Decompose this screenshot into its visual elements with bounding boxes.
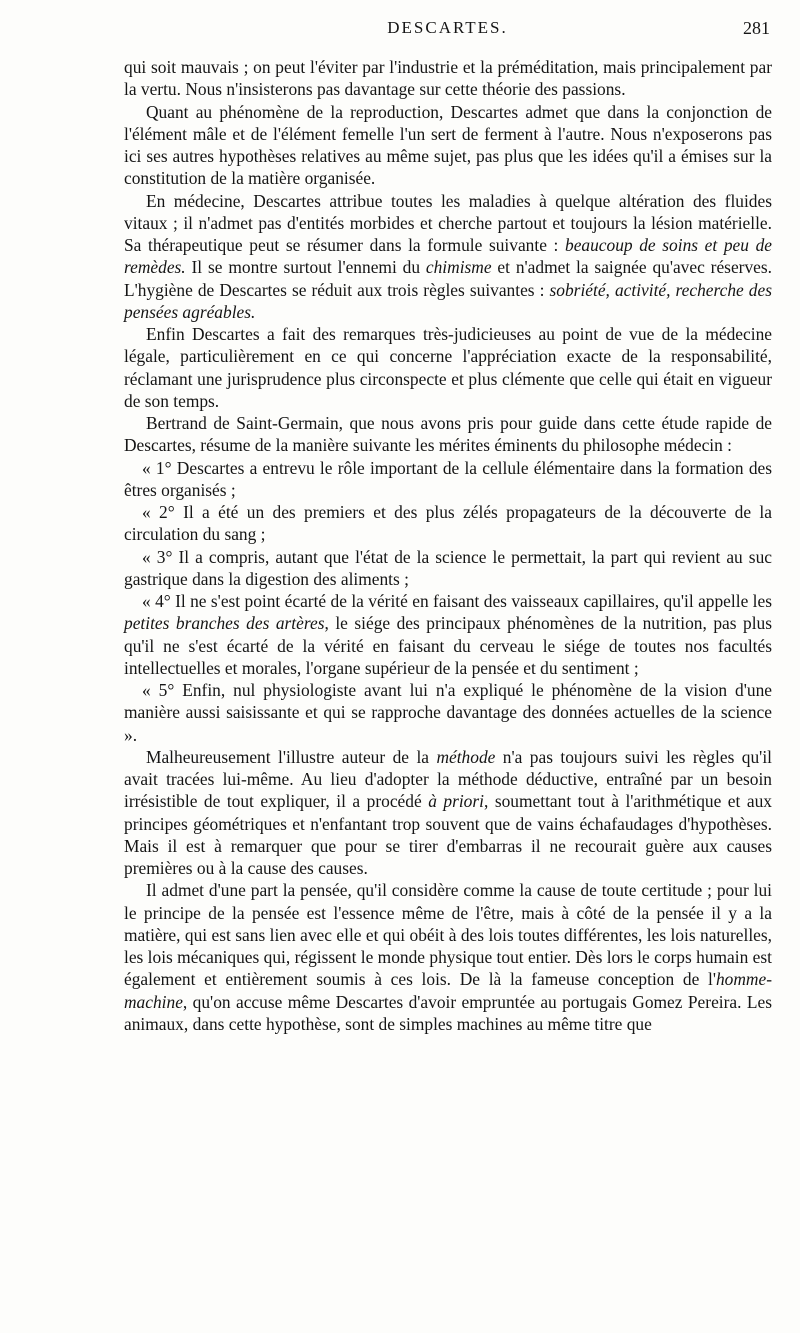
text-run: En médecine, Descartes attribue toutes les maladies à quelque altération des fluides vitaux ; il n'admet pas d'entités morbides et cherche partout et toujours la lésion matérielle. Sa thérapeutique peut se résumer dans la formule suivante : [124, 190, 772, 255]
page-number: 281 [743, 18, 770, 38]
body-text [124, 56, 772, 1035]
text-run: Il se montre surtout l'ennemi du [185, 257, 426, 278]
text-run: Quant au phénomène de la reproduction, Descartes admet que dans la conjonction de l'élément mâle et de l'élément femelle l'un sert de ferment à l'autre. Nous n'exposerons pas ici ses autres hypothèses relatives au même sujet, pas plus que les idées qu'il a émises sur la constitution de la matière organisée. [124, 101, 772, 189]
italic-phrase: beaucoup de soins et peu de remèdes. [124, 235, 772, 278]
italic-phrase: petites branches des artères [124, 613, 325, 634]
text-run: « 1° Descartes a entrevu le rôle important de la cellule élémentaire dans la formation des êtres organisés ; [124, 457, 772, 500]
text-run: « 5° Enfin, nul physiologiste avant lui n'a expliqué le phénomène de la vision d'une manière aussi saisissante et qui se rapproche davantage des données actuelles de la science ». [124, 680, 772, 745]
text-run: qui soit mauvais ; on peut l'éviter par l'industrie et la préméditation, mais principalement par la vertu. Nous n'insisterons pas davantage sur cette théorie des passions. [124, 57, 772, 100]
running-head [125, 18, 770, 42]
text-run: « 2° Il a été un des premiers et des plus zélés propagateurs de la découverte de la circulation du sang ; [124, 502, 772, 545]
quoted-merit-paragraph [124, 679, 772, 746]
text-run: « 3° Il a compris, autant que l'état de la science le permettait, la part qui revient au suc gastrique dans la digestion des aliments ; [124, 546, 772, 589]
italic-phrase: chimisme [425, 257, 492, 278]
text-run: Bertrand de Saint-Germain, que nous avons pris pour guide dans cette étude rapide de Descartes, résume de la manière suivante les mérites éminents du philosophe médecin : [124, 413, 772, 456]
body-paragraph [124, 56, 772, 101]
italic-phrase: à priori [428, 791, 484, 812]
quoted-merit-paragraph [124, 457, 772, 502]
text-run: Enfin Descartes a fait des remarques très-judicieuses au point de vue de la médecine légale, particulièrement en ce qui concerne l'appréciation exacte de la responsabilité, réclamant une jurisprudence plus circonspecte et plus clémente que celle qui était en vigueur de son temps. [124, 324, 772, 411]
text-run: Malheureusement l'illustre auteur de la [146, 746, 437, 767]
text-run: Il admet d'une part la pensée, qu'il considère comme la cause de toute certitude ; pour lui le principe de la pensée est l'essence même de l'être, mais à côté de la pensée il y a la matière, qui est sans lien avec elle et qui obéit à des lois toutes différentes, les lois naturelles, les lois mécaniques qui, régissent le monde physique tout entier. Dès lors le corps humain est également et entièrement soumis à ces lois. De là la fameuse conception de l' [124, 880, 772, 990]
body-paragraph [124, 746, 772, 880]
quoted-merit-paragraph [124, 501, 772, 546]
quoted-merit-paragraph [124, 590, 772, 679]
text-run: « 4° Il ne s'est point écarté de la vérité en faisant des vaisseaux capillaires, qu'il appelle les [142, 591, 772, 611]
body-paragraph [124, 412, 772, 457]
quoted-merit-paragraph [124, 546, 772, 591]
text-run: n'a pas toujours suivi les règles qu'il avait tracées lui-même. Au lieu d'adopter la méthode déductive, entraîné par un besoin irrésistible de tout expliquer, il a procédé [124, 746, 772, 812]
italic-phrase: méthode [436, 746, 496, 767]
text-run: , le siége des principaux phénomènes de la nutrition, pas plus qu'il ne s'est écarté de la vérité en faisant du cerveau le siége de toutes nos facultés intellectuelles et morales, l'organe supérieur de la pensée et du sentiment ; [124, 613, 772, 678]
italic-phrase: sobriété, activité, recherche des pensées agréables. [124, 279, 772, 322]
body-paragraph [124, 190, 772, 324]
italic-phrase: homme-machine [124, 969, 772, 1012]
text-run: , soumettant tout à l'arithmétique et aux principes géométriques et n'enfantant trop souvent que de vains échafaudages d'hypothèses. Mais il est à remarquer que pour se tirer d'embarras il ne recourait guère aux causes premières ou à la cause des causes. [124, 791, 772, 878]
body-paragraph [124, 101, 772, 190]
body-paragraph [124, 323, 772, 412]
text-run: et n'admet la saignée qu'avec réserves. L'hygiène de Descartes se réduit aux trois règles suivantes : [124, 257, 772, 300]
running-title: DESCARTES. [387, 18, 508, 37]
body-paragraph [124, 879, 772, 1035]
text-run: , qu'on accuse même Descartes d'avoir empruntée au portugais Gomez Pereira. Les animaux, dans cette hypothèse, sont de simples machines au même titre que [124, 991, 772, 1034]
